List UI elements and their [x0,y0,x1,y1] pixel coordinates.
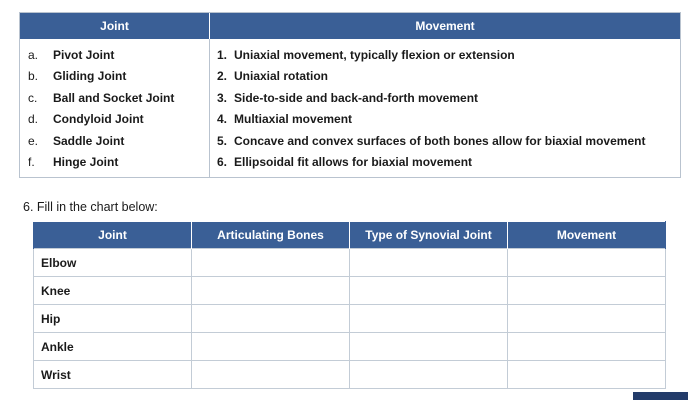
table-row [34,305,666,333]
blank-cell[interactable] [192,277,350,305]
joint-letter: a. [28,47,39,62]
row-joint-name: Elbow [34,249,192,277]
movement-number: 2. [217,69,228,84]
joint-item [20,44,209,66]
joint-name: Condyloid Joint [53,112,144,127]
corner-decoration-bar [633,392,688,400]
fill-in-prompt: 6. Fill in the chart below: [23,200,158,214]
blank-cell[interactable] [508,333,666,361]
joint-column-header: Joint [20,13,210,39]
movement-item [210,130,680,152]
blank-cell[interactable] [508,361,666,389]
blank-cell[interactable] [192,305,350,333]
joint-movement-table [19,12,681,178]
movement-text: Ellipsoidal fit allows for biaxial movement [234,155,473,170]
joint-letter: d. [28,112,39,127]
blank-cell[interactable] [508,305,666,333]
blank-cell[interactable] [508,249,666,277]
fill-in-chart [33,221,666,389]
blank-cell[interactable] [350,333,508,361]
blank-cell[interactable] [350,277,508,305]
blank-cell[interactable] [350,305,508,333]
blank-cell[interactable] [192,249,350,277]
row-joint-name: Hip [34,305,192,333]
blank-cell[interactable] [192,333,350,361]
movement-text: Side-to-side and back-and-forth movement [234,90,479,105]
movement-number: 3. [217,90,228,105]
movement-column-header: Movement [415,19,475,33]
joint-letter: f. [28,155,35,170]
movement-item [210,109,680,131]
blank-cell[interactable] [192,361,350,389]
movement-list [210,39,680,177]
movement-item [210,87,680,109]
fill-in-header-row [34,222,666,249]
joint-item [20,130,209,152]
movement-text: Uniaxial movement, typically flexion or extension [234,47,515,62]
row-joint-name: Knee [34,277,192,305]
table-row [34,361,666,389]
movement-number: 4. [217,112,228,127]
joint-list [20,39,210,177]
movement-text: Uniaxial rotation [234,69,329,84]
table-row [34,333,666,361]
joint-name: Saddle Joint [53,133,125,148]
movement-item [210,152,680,174]
movement-item [210,44,680,66]
row-joint-name: Wrist [34,361,192,389]
movement-text: Multiaxial movement [234,112,353,127]
header-articulating-bones: Articulating Bones [192,222,350,249]
movement-number: 1. [217,47,228,62]
joint-letter: c. [28,90,38,105]
row-joint-name: Ankle [34,333,192,361]
joint-name: Pivot Joint [53,47,115,62]
joint-letter: e. [28,133,39,148]
blank-cell[interactable] [350,361,508,389]
movement-item [210,66,680,88]
joint-item [20,66,209,88]
joint-movement-header [20,13,680,39]
blank-cell[interactable] [508,277,666,305]
movement-number: 6. [217,155,228,170]
joint-item [20,87,209,109]
header-joint: Joint [34,222,192,249]
movement-text: Concave and convex surfaces of both bones allow for biaxial movement [234,133,646,148]
joint-name: Hinge Joint [53,155,119,170]
blank-cell[interactable] [350,249,508,277]
table-row [34,277,666,305]
joint-letter: b. [28,69,39,84]
header-movement: Movement [508,222,666,249]
joint-item [20,152,209,174]
header-synovial-joint-type: Type of Synovial Joint [350,222,508,249]
movement-number: 5. [217,133,228,148]
joint-name: Gliding Joint [53,69,127,84]
table-row [34,249,666,277]
joint-item [20,109,209,131]
joint-name: Ball and Socket Joint [53,90,175,105]
